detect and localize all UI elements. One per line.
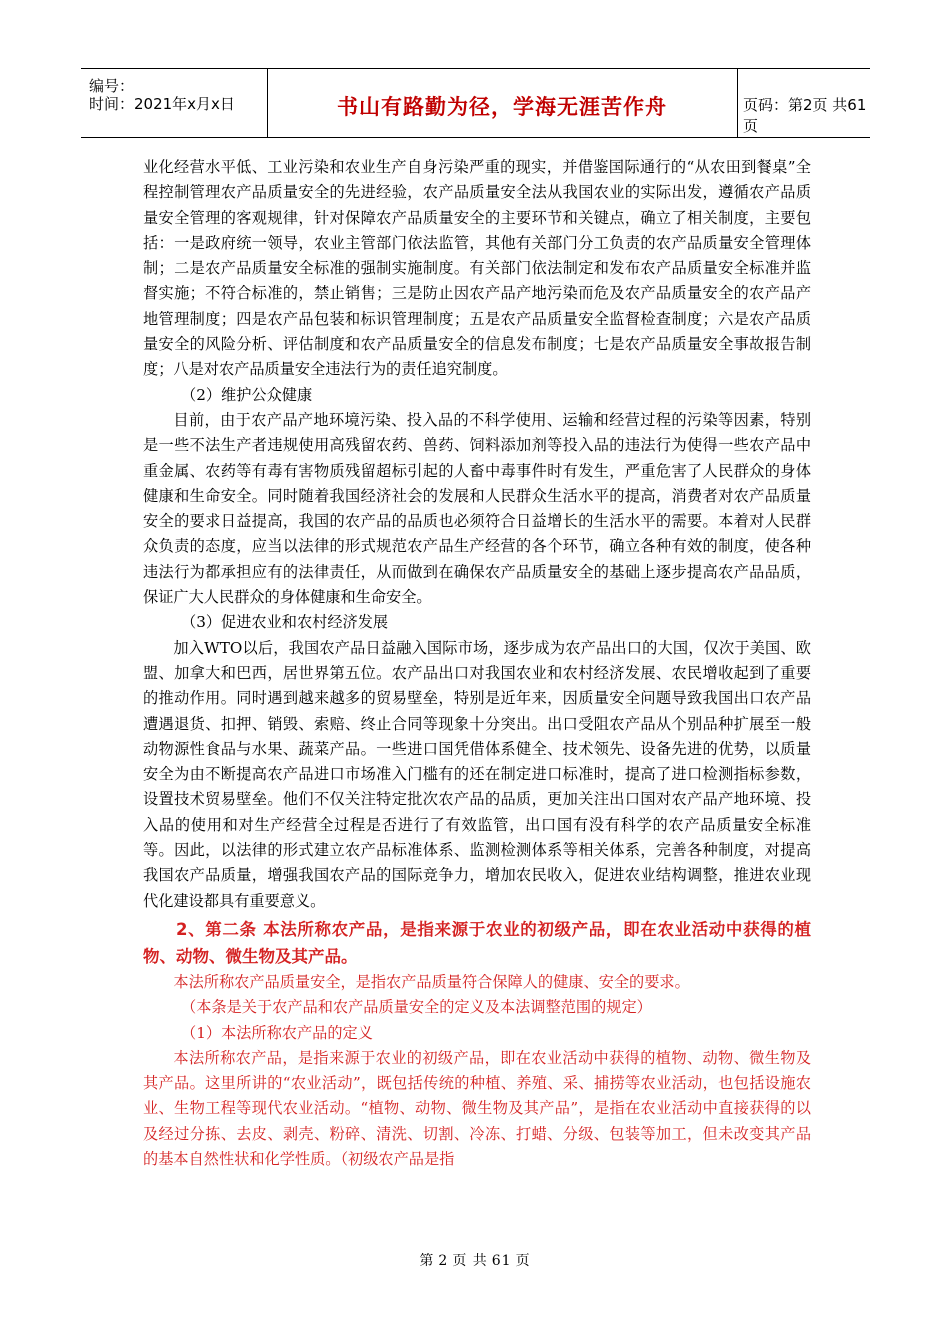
footer-middle: 页 共	[452, 1253, 488, 1269]
footer-total: 61	[491, 1253, 512, 1269]
red-paragraph-1: 本法所称农产品质量安全，是指农产品质量符合保障人的健康、安全的要求。	[173, 972, 690, 991]
header-motto-cell	[267, 69, 738, 137]
footer-prefix: 第	[419, 1253, 435, 1269]
document-body	[143, 155, 811, 1172]
paragraph-3: 加入WTO以后，我国农产品日益融入国际市场，逐步成为农产品出口的大国，仅次于美国、欧盟、加拿大和巴西，居世界第五位。农产品出口对我国农业和农村经济发展、农民增收起到了重要的推动作用。同时遇到越来越多的贸易壁垒，特别是近年来，因质量安全问题导致我国出口农产品遭遇退货、扣押、销毁、索赔、终止合同等现象十分突出。出口受阻农产品从个别品种扩展至一般动物源性食品与水果、蔬菜产品。一些进口国凭借体系健全、技术领先、设备先进的优势，以质量安全为由不断提高农产品进口市场准入门槛有的还在制定进口标准时，提高了进口检测指标参数，设置技术贸易壁垒。他们不仅关注特定批次农产品的品质，更加关注出口国对农产品产地环境、投入品的使用和对生产经营全过程是否进行了有效监管，出口国有没有科学的农产品质量安全标准等。因此，以法律的形式建立农产品标准体系、监测检测体系等相关体系，完善各种制度，对提高我国农产品质量，增强我国农产品的国际竞争力，增加农民收入，促进农业结构调整，推进农业现代化建设都具有重要意义。	[143, 638, 811, 910]
header-page-cell	[737, 69, 870, 137]
motto: 书山有路勤为径，学海无涯苦作舟	[337, 95, 667, 119]
number-label: 编号：	[89, 77, 135, 95]
article-2-heading: 2、第二条 本法所称农产品，是指来源于农业的初级产品，即在农业活动中获得的植物、动物、微生物及其产品。	[143, 919, 811, 966]
page-header	[81, 68, 870, 138]
time-label: 时间：2021年x月x日	[89, 95, 235, 113]
header-meta	[81, 69, 268, 137]
paragraph-1: 业化经营水平低、工业污染和农业生产自身污染严重的现实，并借鉴国际通行的“从农田到餐桌”全程控制管理农产品质量安全的先进经验，农产品质量安全法从我国农业的实际出发，遵循农产品质量安全管理的客观规律，针对保障农产品质量安全的主要环节和关键点，确立了相关制度，主要包括：一是政府统一领导，农业主管部门依法监管，其他有关部门分工负责的农产品质量安全管理体制；二是农产品质量安全标准的强制实施制度。有关部门依法制定和发布农产品质量安全标准并监督实施；不符合标准的，禁止销售；三是防止因农产品产地污染而危及农产品质量安全的农产品产地管理制度；四是农产品包装和标识管理制度；五是农产品质量安全监督检查制度；六是农产品质量安全的风险分析、评估制度和农产品质量安全的信息发布制度；七是农产品质量安全事故报告制度；八是对农产品质量安全违法行为的责任追究制度。	[143, 158, 811, 379]
section-heading-3: （3）促进农业和农村经济发展	[181, 613, 389, 632]
red-subheading: （1）本法所称农产品的定义	[181, 1023, 373, 1042]
page-footer	[0, 1250, 950, 1270]
page-info: 页码：第2页 共61页	[743, 96, 867, 135]
red-note: （本条是关于农产品和农产品质量安全的定义及本法调整范围的规定）	[181, 998, 652, 1017]
paragraph-2: 目前，由于农产品产地环境污染、投入品的不科学使用、运输和经营过程的污染等因素，特别是一些不法生产者违规使用高残留农药、兽药、饲料添加剂等投入品的违法行为使得一些农产品中重金属、农药等有毒有害物质残留超标引起的人畜中毒事件时有发生，严重危害了人民群众的身体健康和生命安全。同时随着我国经济社会的发展和人民群众生活水平的提高，消费者对农产品质量安全的要求日益提高，我国的农产品的品质也必须符合日益增长的生活水平的需要。本着对人民群众负责的态度，应当以法律的形式规范农产品生产经营的各个环节，确立各种有效的制度，使各种违法行为都承担应有的法律责任，从而做到在确保农产品质量安全的基础上逐步提高农产品品质，保证广大人民群众的身体健康和生命安全。	[143, 410, 811, 607]
section-heading-2: （2）维护公众健康	[181, 385, 313, 404]
footer-page: 2	[438, 1253, 449, 1269]
footer-suffix: 页	[515, 1253, 531, 1269]
red-paragraph-2: 本法所称农产品，是指来源于农业的初级产品，即在农业活动中获得的植物、动物、微生物及其产品。这里所讲的“农业活动”，既包括传统的种植、养殖、采、捕捞等农业活动，也包括设施农业、生物工程等现代农业活动。“植物、动物、微生物及其产品”，是指在农业活动中直接获得的以及经过分拣、去皮、剥壳、粉碎、清洗、切割、冷冻、打蜡、分级、包装等加工，但未改变其产品的基本自然性状和化学性质。（初级农产品是指	[143, 1048, 811, 1168]
